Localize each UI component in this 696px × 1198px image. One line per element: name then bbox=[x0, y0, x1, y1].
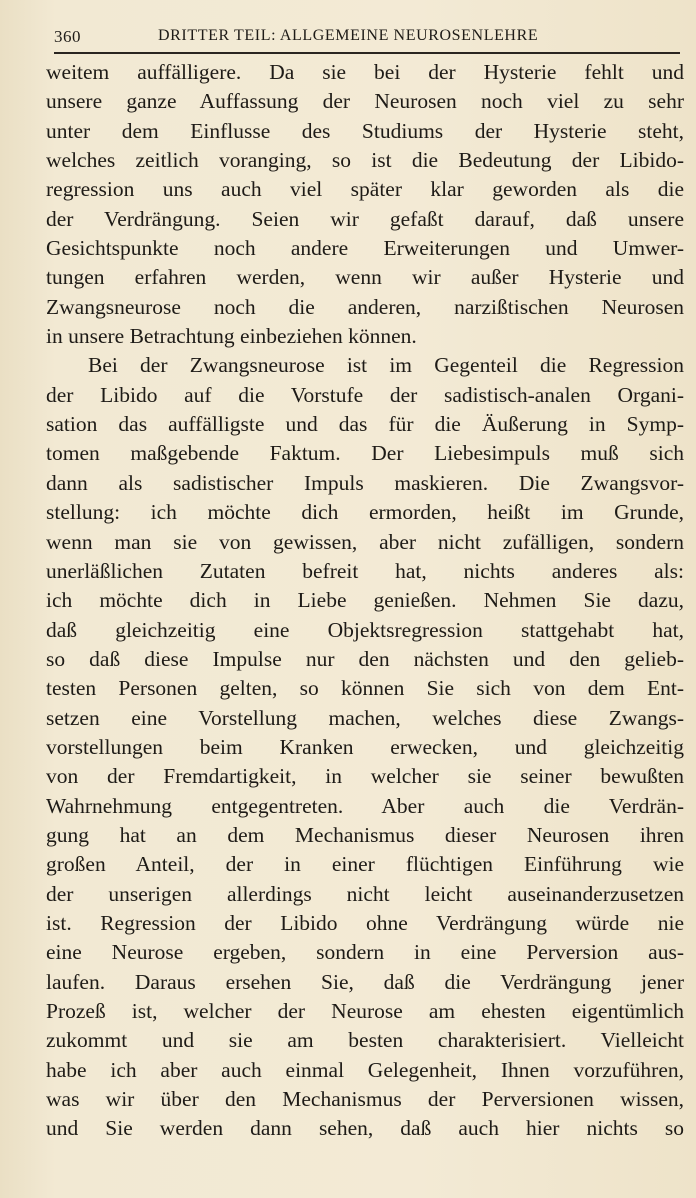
running-title: DRITTER TEIL: ALLGEMEINE NEUROSENLEHRE bbox=[158, 27, 539, 44]
text-line: der unserigen allerdings nicht leicht auseinanderzusetzen bbox=[46, 881, 684, 906]
text-line: der Verdrängung. Seien wir gefaßt darauf, daß unsere bbox=[46, 206, 684, 231]
text-line: vorstellungen beim Kranken erwecken, und gleichzeitig bbox=[46, 734, 684, 759]
text-line: unerläßlichen Zutaten befreit hat, nichts anderes als: bbox=[46, 558, 684, 583]
text-line: dann als sadistischer Impuls maskieren. Die Zwangsvor- bbox=[46, 470, 684, 495]
text-line: sation das auffälligste und das für die Äußerung in Symp- bbox=[46, 412, 684, 437]
text-line: Zwangsneurose noch die anderen, narzißtischen Neurosen bbox=[46, 294, 684, 319]
text-line: tungen erfahren werden, wenn wir außer Hysterie und bbox=[46, 265, 684, 290]
paragraph-start-line: Bei der Zwangsneurose ist im Gegenteil die Regression bbox=[88, 353, 684, 378]
text-line: stellung: ich möchte dich ermorden, heißt im Grunde, bbox=[46, 500, 684, 525]
text-line: so daß diese Impulse nur den nächsten und den gelieb- bbox=[46, 646, 684, 671]
text-line: eine Neurose ergeben, sondern in eine Perversion aus- bbox=[46, 940, 684, 965]
text-line: Gesichtspunkte noch andere Erweiterungen und Umwer- bbox=[46, 236, 684, 261]
text-line: Wahrnehmung entgegentreten. Aber auch die Verdrän- bbox=[46, 793, 684, 818]
text-line: daß gleichzeitig eine Objektsregression stattgehabt hat, bbox=[46, 617, 684, 642]
text-line: regression uns auch viel später klar geworden als die bbox=[46, 177, 684, 202]
text-line: tomen maßgebende Faktum. Der Liebesimpuls muß sich bbox=[46, 441, 684, 466]
page-number: 360 bbox=[54, 27, 81, 46]
text-line: ist. Regression der Libido ohne Verdrängung würde nie bbox=[46, 910, 684, 935]
text-line: unsere ganze Auffassung der Neurosen noch viel zu sehr bbox=[46, 89, 684, 114]
text-line: setzen eine Vorstellung machen, welches diese Zwangs- bbox=[46, 705, 684, 730]
text-line: weitem auffälligere. Da sie bei der Hysterie fehlt und bbox=[46, 60, 684, 84]
text-line: was wir über den Mechanismus der Perversionen wissen, bbox=[46, 1087, 684, 1112]
running-header bbox=[54, 24, 680, 54]
text-line: und Sie werden dann sehen, daß auch hier nichts so bbox=[46, 1116, 684, 1141]
text-line: zukommt und sie am besten charakterisiert. Vielleicht bbox=[46, 1028, 684, 1053]
text-line: habe ich aber auch einmal Gelegenheit, Ihnen vorzuführen, bbox=[46, 1057, 684, 1082]
text-line: großen Anteil, der in einer flüchtigen Einführung wie bbox=[46, 852, 684, 877]
text-line: von der Fremdartigkeit, in welcher sie seiner bewußten bbox=[46, 764, 684, 789]
text-line: testen Personen gelten, so können Sie sich von dem Ent- bbox=[46, 676, 684, 701]
body-text bbox=[46, 58, 684, 1158]
text-line: laufen. Daraus ersehen Sie, daß die Verdrängung jener bbox=[46, 969, 684, 994]
paragraph-end-line: in unsere Betrachtung einbeziehen können. bbox=[46, 324, 417, 349]
text-line: der Libido auf die Vorstufe der sadistisch-analen Organi- bbox=[46, 382, 684, 407]
text-line: ich möchte dich in Liebe genießen. Nehmen Sie dazu, bbox=[46, 588, 684, 613]
text-line: unter dem Einflusse des Studiums der Hysterie steht, bbox=[46, 118, 684, 143]
text-line: welches zeitlich voranging, so ist die Bedeutung der Libido- bbox=[46, 148, 684, 173]
text-line: Prozeß ist, welcher der Neurose am ehesten eigentümlich bbox=[46, 999, 684, 1023]
text-line: gung hat an dem Mechanismus dieser Neurosen ihren bbox=[46, 822, 684, 847]
text-line: wenn man sie von gewissen, aber nicht zufälligen, sondern bbox=[46, 529, 684, 554]
